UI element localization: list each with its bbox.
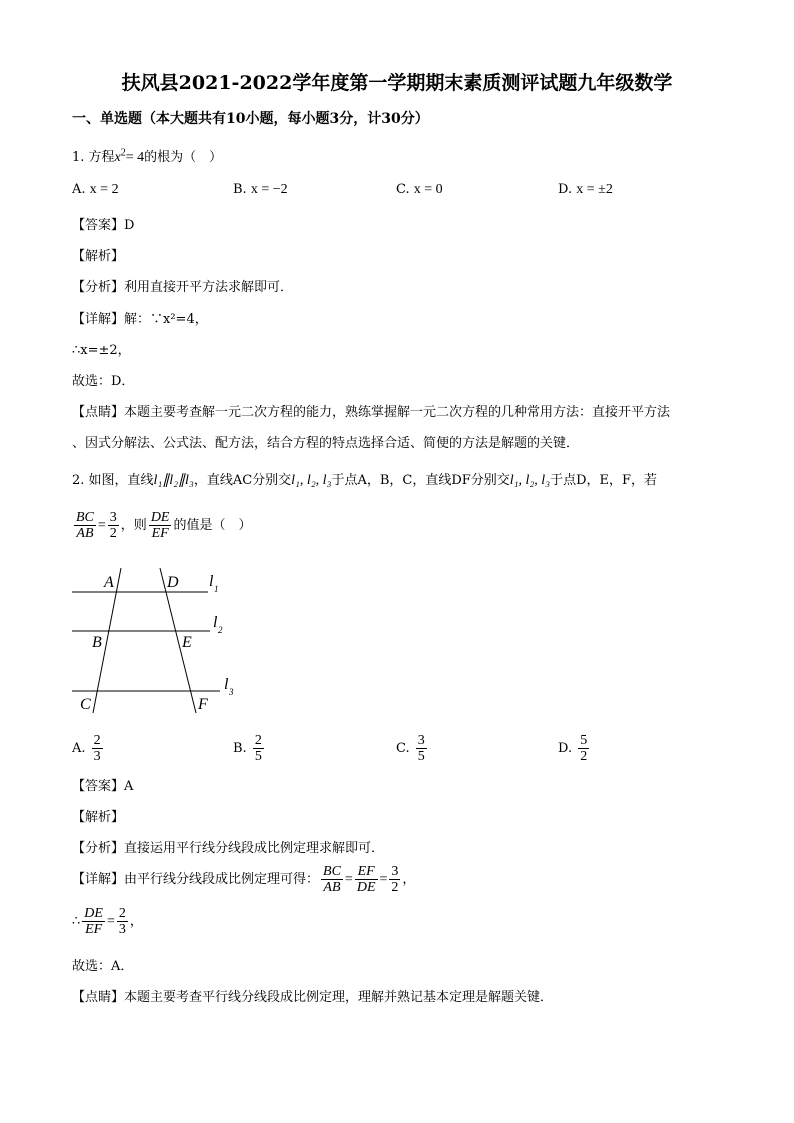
q2-ask-text: ，则 xyxy=(120,518,147,533)
q2-xiangjie xyxy=(72,864,415,895)
q1-eq-exp: 2 xyxy=(120,147,126,159)
option-fraction: $\frac{3}{5}$ xyxy=(417,733,425,764)
q2-fenxi xyxy=(72,837,384,856)
q2-analysis-tag: 【解析】 xyxy=(72,810,125,825)
q2-lines-list: l₁, l₂, l₃ xyxy=(291,473,332,488)
q1-choose: 故选：D． xyxy=(72,374,135,389)
option-letter: B. xyxy=(233,182,247,197)
label-a: A xyxy=(104,574,114,591)
fraction-3-2: $\frac{3}{2}$ xyxy=(109,510,117,541)
option-letter: D. xyxy=(558,182,573,197)
xiangjie-tag: 【详解】 xyxy=(72,312,125,327)
fenxi-text: 直接运用平行线分线段成比例定理求解即可． xyxy=(124,841,385,856)
q2-ask-text: 的值是（ ） xyxy=(173,518,252,533)
option-fraction: $\frac{2}{3}$ xyxy=(93,733,101,764)
xiangjie-tag: 【详解】 xyxy=(72,872,125,887)
xiangjie-text: 由平行线分线段成比例定理可得： xyxy=(124,872,320,887)
answer-value: D xyxy=(124,218,135,233)
label-b: B xyxy=(92,634,102,651)
q1-dianjing-line1 xyxy=(72,401,670,420)
option-text: x = −2 xyxy=(250,182,288,197)
comma: ， xyxy=(402,872,416,887)
equals: = xyxy=(97,518,106,533)
fenxi-tag: 【分析】 xyxy=(72,280,125,295)
q2-dianjing xyxy=(72,986,553,1005)
option-letter: A. xyxy=(72,741,86,756)
q1-dianjing-line2: 、因式分解法、公式法、配方法，结合方程的特点选择合适、简便的方法是解题的关键． xyxy=(72,436,580,451)
equals: = xyxy=(379,872,388,887)
label-l1: l xyxy=(209,573,214,590)
q1-xiangjie xyxy=(72,308,208,327)
q1-option-c xyxy=(396,182,443,198)
q1-analysis-tag: 【解析】 xyxy=(72,249,125,264)
dianjing-text: 本题主要考查解一元二次方程的能力，熟练掌握解一元二次方程的几种常用方法：直接开平方法 xyxy=(124,405,671,420)
q1-option-b xyxy=(233,182,288,198)
q2-lines-list: l₁, l₂, l₃ xyxy=(509,473,551,488)
q1-prefix: 1. 方程 xyxy=(72,150,115,165)
option-fraction: $\frac{5}{2}$ xyxy=(580,733,588,764)
fraction-de-ef: $\frac{DE}{EF}$ xyxy=(150,510,170,541)
q1-option-d xyxy=(558,182,613,198)
fraction-de-ef: $\frac{DE}{EF}$ xyxy=(84,906,103,937)
label-f: F xyxy=(198,696,208,713)
option-letter: A. xyxy=(72,182,86,197)
fenxi-text: 利用直接开平方法求解即可． xyxy=(124,280,294,295)
equals: = xyxy=(344,872,353,887)
label-c: C xyxy=(80,696,91,713)
option-fraction: $\frac{2}{5}$ xyxy=(254,733,262,764)
q2-option-b xyxy=(233,733,266,764)
option-letter: D. xyxy=(558,741,573,756)
answer-tag: 【答案】 xyxy=(72,779,125,794)
q2-stem-part: ，直线AC分别交 xyxy=(193,473,292,488)
option-text: x = 2 xyxy=(89,182,119,197)
q2-option-c xyxy=(396,733,429,764)
fenxi-tag: 【分析】 xyxy=(72,841,125,856)
q1-option-a xyxy=(72,182,119,198)
q2-parallel-lines: l₁∥l₂∥l₃ xyxy=(153,473,194,488)
q2-stem xyxy=(72,469,657,489)
option-text: x = ±2 xyxy=(576,182,613,197)
q2-answer xyxy=(72,775,133,794)
xiangjie-text: 解：∵x²=4， xyxy=(124,312,208,327)
option-letter: C. xyxy=(396,741,410,756)
q2-choose: 故选：A． xyxy=(72,959,134,974)
fraction-2-3: $\frac{2}{3}$ xyxy=(118,906,126,937)
section-heading: 一、单选题（本大题共有10小题，每小题3分，计30分） xyxy=(72,111,429,127)
q1-stem xyxy=(72,146,222,166)
q2-condition xyxy=(72,510,252,541)
label-l3-sub: 3 xyxy=(229,687,234,697)
label-e: E xyxy=(182,634,192,651)
dianjing-tag: 【点睛】 xyxy=(72,405,125,420)
q2-option-d xyxy=(558,733,591,764)
dianjing-text: 本题主要考查平行线分线段成比例定理，理解并熟记基本定理是解题关键． xyxy=(124,990,554,1005)
page-title: 扶风县2021-2022学年度第一学期期末素质测评试题九年级数学 xyxy=(121,72,673,94)
option-letter: C. xyxy=(396,182,410,197)
q2-stem-part: 于点A，B，C，直线DF分别交 xyxy=(331,473,510,488)
q1-fenxi xyxy=(72,276,293,295)
label-l2: l xyxy=(213,614,218,631)
parallel-lines-diagram xyxy=(68,565,248,725)
option-letter: B. xyxy=(233,741,247,756)
answer-value: A xyxy=(124,779,134,794)
label-l3: l xyxy=(224,676,229,693)
fraction-3-2: $\frac{3}{2}$ xyxy=(391,864,399,895)
q2-therefore xyxy=(72,906,143,937)
fraction-bc-ab: $\frac{BC}{AB}$ xyxy=(323,864,341,895)
comma: ， xyxy=(129,914,143,929)
q1-suffix: 的根为（ ） xyxy=(144,150,223,165)
option-text: x = 0 xyxy=(413,182,443,197)
q2-stem-part: 于点D，E，F，若 xyxy=(550,473,658,488)
answer-tag: 【答案】 xyxy=(72,218,125,233)
label-l2-sub: 2 xyxy=(218,625,223,635)
label-d: D xyxy=(167,574,179,591)
q1-answer xyxy=(72,214,134,233)
dianjing-tag: 【点睛】 xyxy=(72,990,125,1005)
fraction-ef-de: $\frac{EF}{DE}$ xyxy=(356,864,376,895)
q1-eq-rhs: = 4 xyxy=(125,150,145,165)
equals: = xyxy=(106,914,115,929)
q2-option-a xyxy=(72,733,105,764)
therefore-symbol: ∴ xyxy=(72,914,81,929)
fraction-bc-ab: $\frac{BC}{AB}$ xyxy=(76,510,94,541)
label-l1-sub: 1 xyxy=(214,584,219,594)
q2-stem-part: 2. 如图，直线 xyxy=(72,473,154,488)
q1-eq-lhs: x xyxy=(114,150,121,165)
q1-step2: ∴x=±2， xyxy=(72,343,131,358)
